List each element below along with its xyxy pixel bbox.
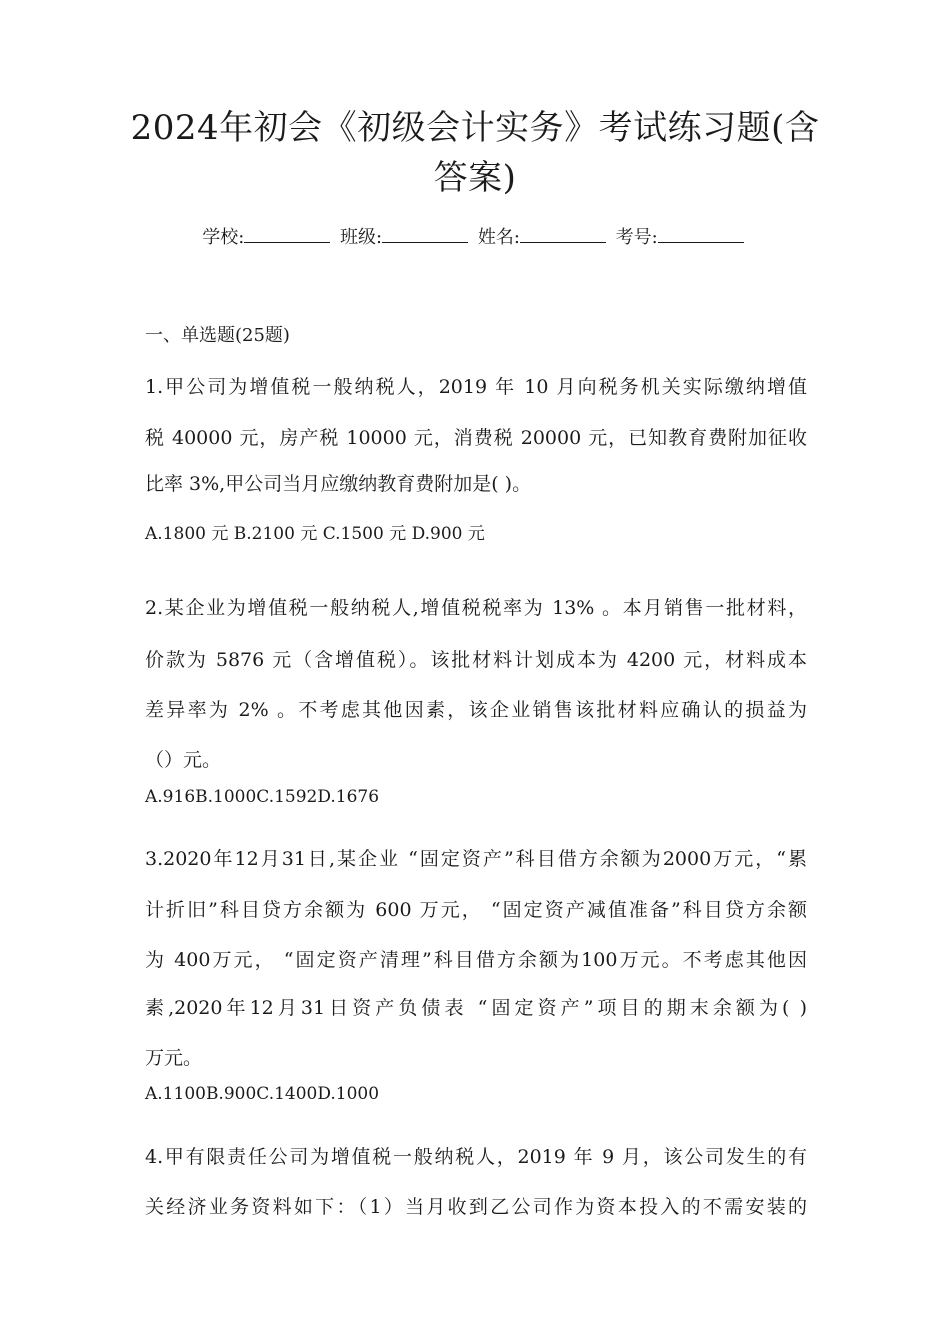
question-1-options: A.1800 元 B.2100 元 C.1500 元 D.900 元 — [145, 524, 485, 544]
question-2-line-3: 差异率为 2% 。不考虑其他因素，该企业销售该批材料应确认的损益为 — [145, 699, 807, 721]
document-title-line-2: 答案) — [433, 158, 517, 198]
name-blank — [520, 222, 606, 243]
class-blank — [382, 222, 468, 243]
question-4-line-2: 关经济业务资料如下：（1）当月收到乙公司作为资本投入的不需安装的 — [145, 1196, 807, 1218]
question-3-line-1: 3.2020年12月31日,某企业 “固定资产”科目借方余额为2000万元，“累 — [145, 848, 807, 870]
section-heading: 一、单选题(25题) — [145, 325, 290, 346]
question-2-line-2: 价款为 5876 元（含增值税）。该批材料计划成本为 4200 元，材料成本 — [145, 649, 807, 671]
class-label: 班级: — [340, 227, 383, 248]
question-2-line-1: 2.某企业为增值税一般纳税人,增值税税率为 13% 。本月销售一批材料， — [145, 597, 807, 619]
exam-number-blank — [658, 222, 744, 243]
question-1-line-1: 1.甲公司为增值税一般纳税人，2019 年 10 月向税务机关实际缴纳增值 — [145, 376, 807, 398]
question-2-line-4: （）元。 — [145, 749, 222, 771]
question-3-line-5: 万元。 — [145, 1047, 203, 1069]
question-3-line-3: 为 400万元， “固定资产清理”科目借方余额为100万元。不考虑其他因 — [145, 949, 807, 971]
question-3-line-2: 计折旧”科目贷方余额为 600 万元， “固定资产减值准备”科目贷方余额 — [145, 899, 807, 921]
name-label: 姓名: — [477, 227, 520, 248]
question-1-line-2: 税 40000 元，房产税 10000 元，消费税 20000 元，已知教育费附加征收 — [145, 427, 807, 449]
document-title-line-1: 2024年初会《初级会计实务》考试练习题(含 — [130, 108, 820, 148]
school-blank — [244, 222, 330, 243]
student-info-line — [0, 222, 950, 253]
question-1-line-3: 比率 3%,甲公司当月应缴纳教育费附加是( )。 — [145, 473, 532, 495]
question-3-line-4: 素,2020年12月31日资产负债表 “固定资产”项目的期末余额为( ) — [145, 997, 807, 1019]
question-4-line-1: 4.甲有限责任公司为增值税一般纳税人，2019 年 9 月，该公司发生的有 — [145, 1146, 807, 1168]
school-label: 学校: — [202, 227, 245, 248]
question-3-options: A.1100B.900C.1400D.1000 — [145, 1084, 380, 1104]
question-2-options: A.916B.1000C.1592D.1676 — [145, 787, 380, 807]
exam-number-label: 考号: — [615, 227, 658, 248]
